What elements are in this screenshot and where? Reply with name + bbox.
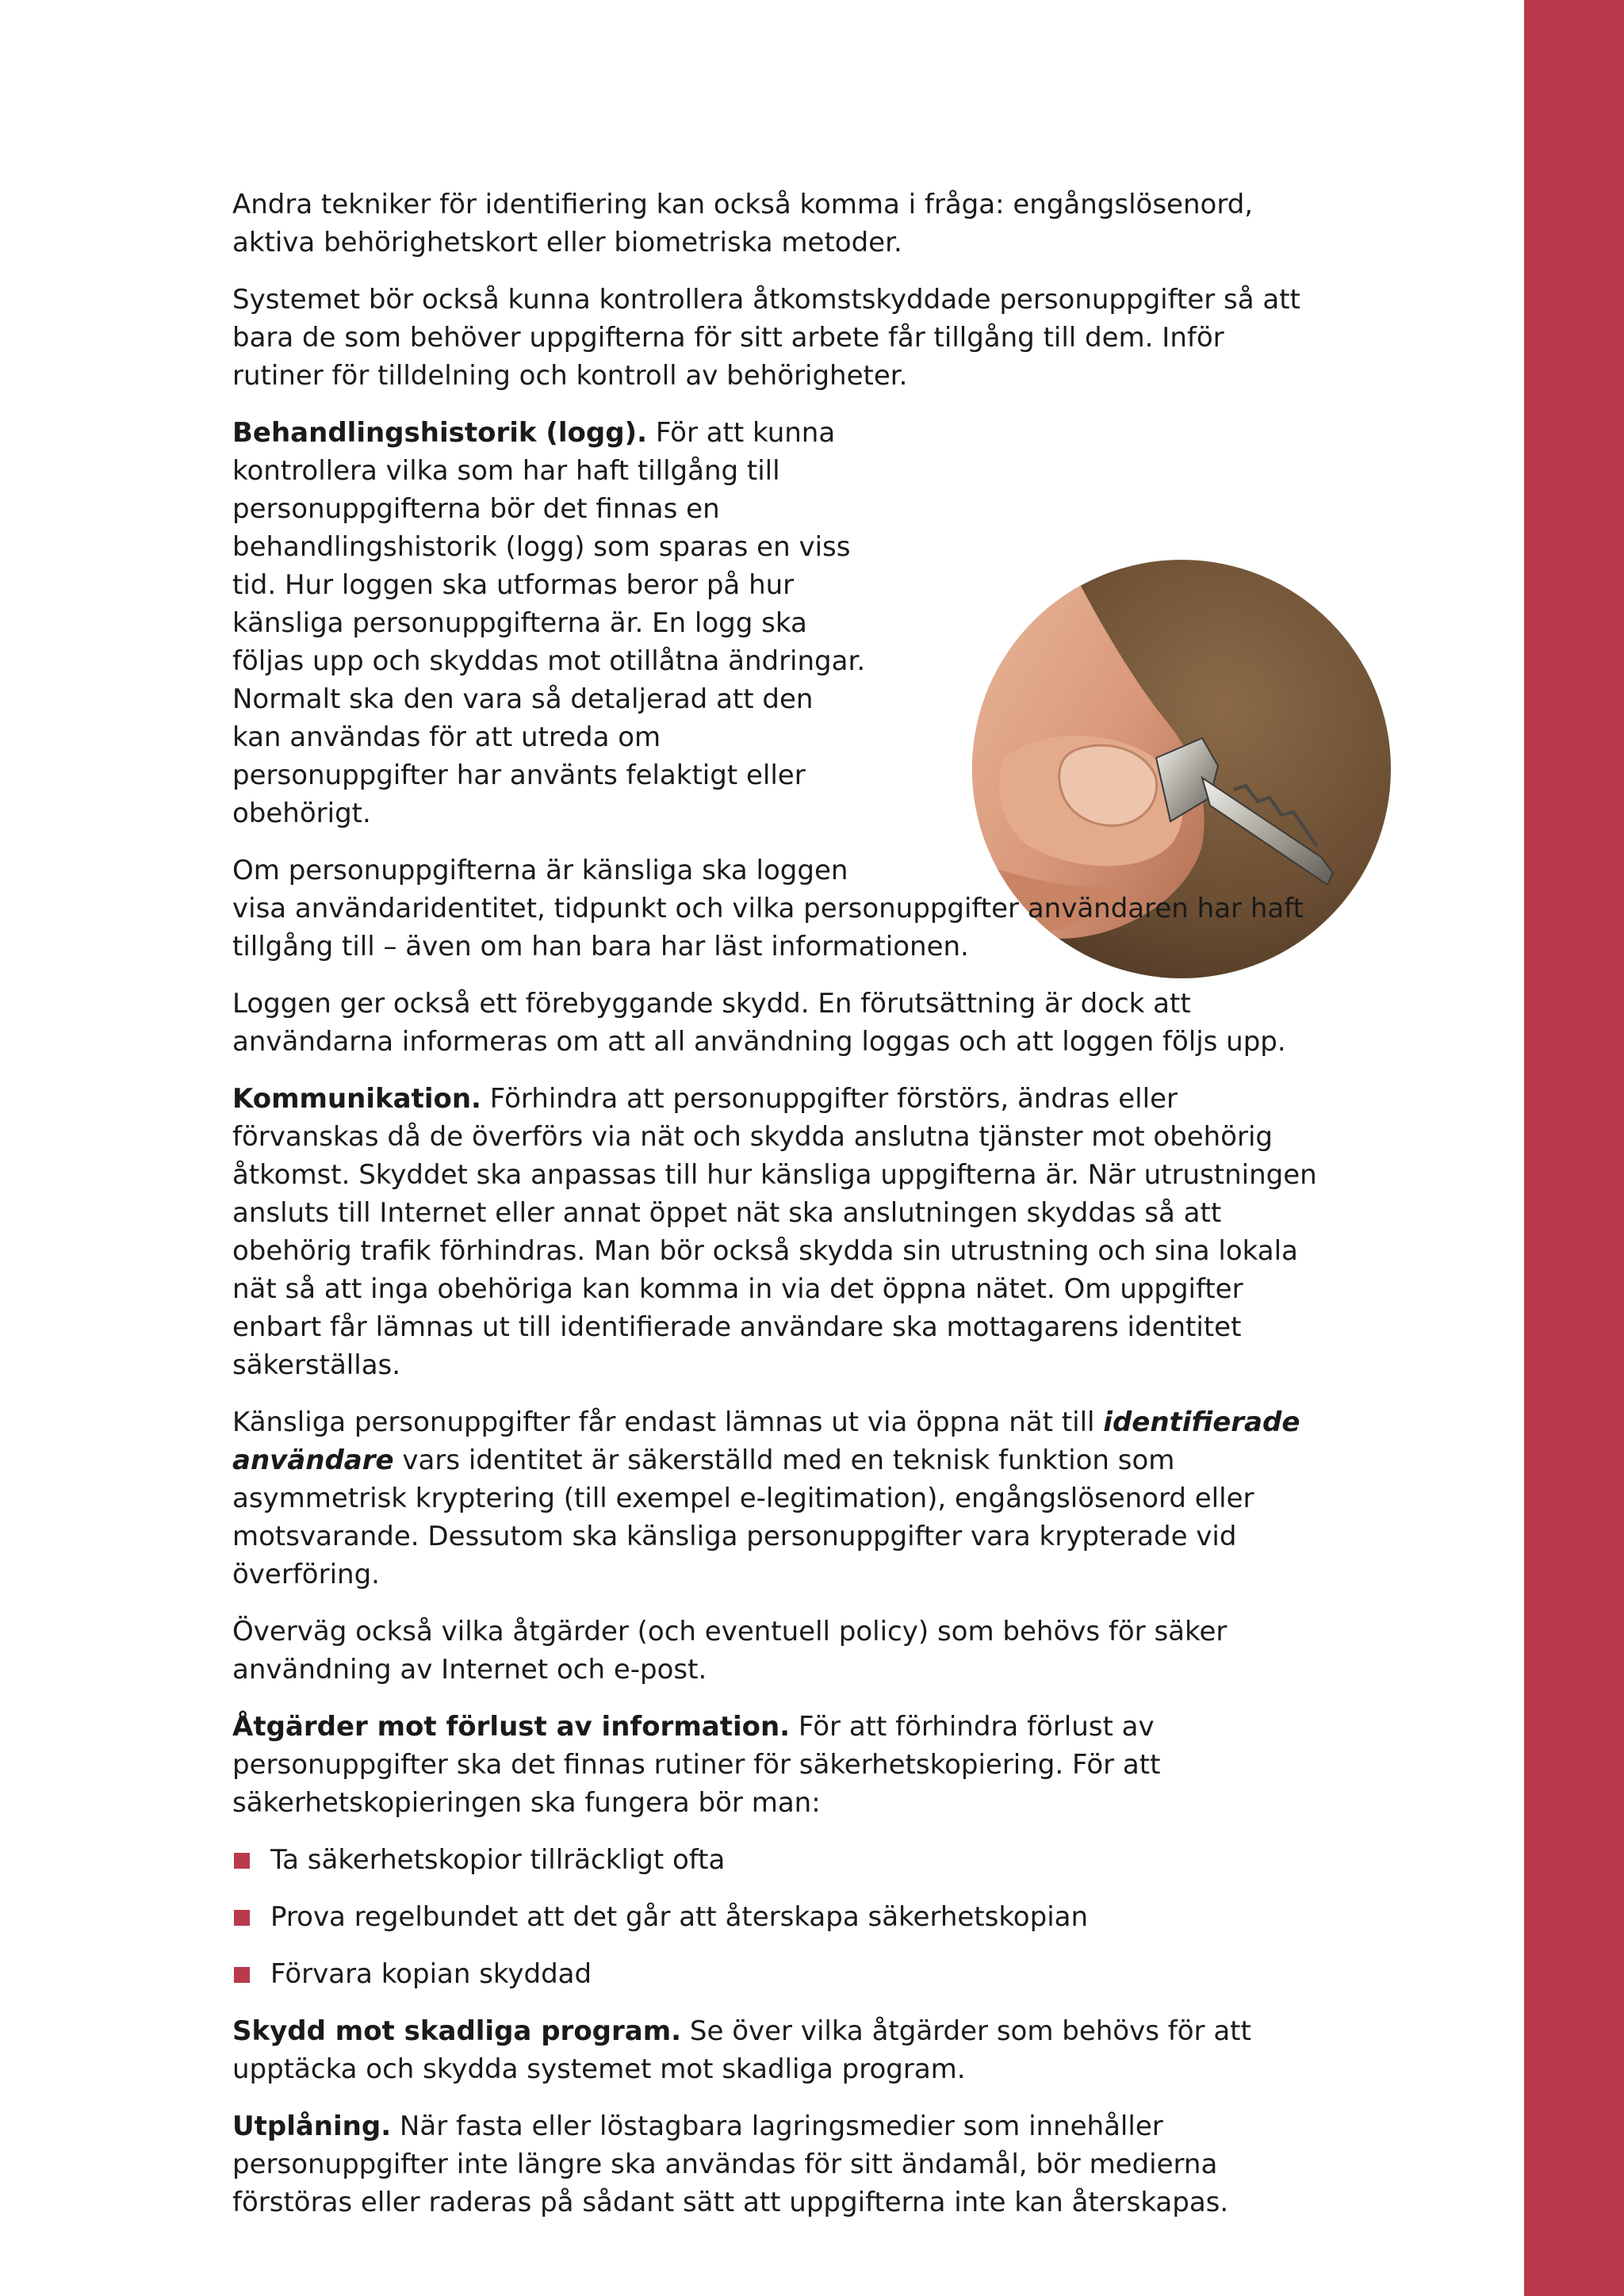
text-kommunikation: Förhindra att personuppgifter förstörs, ändras eller förvanskas då de överförs via nät och skydda anslutna tjänster mot obehörig åtkomst. Skyddet ska anpassas till hur känsliga uppgifterna är. När utrustningen ansluts till Internet eller annat öppet nät ska anslutningen skyddas så att obehörig trafik förhindras. Man bör också skydda sin utrustning och sina lokala nät så att inga obehöriga kan komma in via det öppna nätet. Om uppgifter enbart får lämnas ut till identifierade användare ska mottagarens identitet säkerställas. (232, 1083, 1317, 1381)
text-skadliga-program: Se över vilka åtgärder som behövs för att upptäcka och skydda systemet mot skadliga program. (232, 2015, 1251, 2085)
heading-kommunikation: Kommunikation. (232, 1083, 481, 1115)
heading-forlust: Åtgärder mot förlust av information. (232, 1711, 791, 1743)
list-item-text: Ta säkerhetskopior tillräckligt ofta (270, 1844, 726, 1876)
paragraph-forlust (232, 1708, 1319, 1822)
text-kansliga-start: Känsliga personuppgifter får endast lämnas ut via öppna nät till (232, 1406, 1104, 1438)
document-body (232, 186, 1319, 2241)
image-wrap-spacer (867, 433, 1319, 861)
paragraph-identifiering: Andra tekniker för identifiering kan också komma i fråga: engångslösenord, aktiva behörighetskort eller biometriska metoder. (232, 189, 1254, 258)
text-kansliga-end: vars identitet är säkerställd med en teknisk funktion som asymmetrisk kryptering (till exempel e-legitimation), engångslösenord eller motsvarande. Dessutom ska känsliga personuppgifter vara krypterade vid överföring. (232, 1445, 1254, 1590)
heading-skadliga-program: Skydd mot skadliga program. (232, 2015, 682, 2047)
text-forlust: För att förhindra förlust av personuppgifter ska det finnas rutiner för säkerhetskopiering. För att säkerhetskopieringen ska fungera bör man: (232, 1711, 1161, 1819)
paragraph-logg-forebyggande: Loggen ger också ett förebyggande skydd. En förutsättning är dock att användarna informeras om att all användning loggas och att loggen följs upp. (232, 988, 1286, 1058)
paragraph-logg-kansliga: Om personuppgifterna är känsliga ska loggen visa användaridentitet, tidpunkt och vilka personuppgifter användaren har haft tillgång till – även om han bara har läst informationen. (232, 855, 1304, 962)
backup-bullet-list (232, 1841, 1319, 1993)
list-item (232, 1898, 1319, 1936)
list-item (232, 1841, 1319, 1879)
list-item-text: Prova regelbundet att det går att återskapa säkerhetskopian (270, 1901, 1089, 1933)
list-item (232, 1955, 1319, 1993)
emphasis-identifierade-anvandare: identifierade användare (232, 1406, 1300, 1476)
paragraph-kansliga-uppgifter (232, 1403, 1319, 1594)
text-logg: För att kunna kontrollera vilka som har haft tillgång till personuppgifterna bör det finnas en behandlingshistorik (logg) som sparas en viss tid. Hur loggen ska utformas beror på hur känsliga personuppgifterna är. En logg ska följas upp och skyddas mot otillåtna ändringar. Normalt ska den vara så detaljerad att den kan användas för att utreda om personuppgifter har använts felaktigt eller obehörigt. (232, 417, 866, 829)
heading-logg: Behandlingshistorik (logg). (232, 417, 648, 449)
paragraph-logg (232, 414, 1319, 832)
paragraph-utplaning (232, 2107, 1319, 2221)
list-item-text: Förvara kopian skyddad (270, 1958, 592, 1990)
paragraph-skadliga-program (232, 2012, 1319, 2088)
square-bullet-icon (234, 1967, 250, 1983)
paragraph-kommunikation (232, 1080, 1319, 1384)
side-accent-bar (1524, 0, 1624, 2296)
text-utplaning: När fasta eller löstagbara lagringsmedier som innehåller personuppgifter inte längre ska användas för sitt ändamål, bör medierna förstöras eller raderas på sådant sätt att uppgifterna inte kan återskapas. (232, 2110, 1229, 2218)
heading-utplaning: Utplåning. (232, 2110, 392, 2142)
square-bullet-icon (234, 1910, 250, 1926)
paragraph-internet-epost: Överväg också vilka åtgärder (och eventuell policy) som behövs för säker användning av Internet och e-post. (232, 1616, 1228, 1686)
paragraph-behorigheter: Systemet bör också kunna kontrollera åtkomstskyddade personuppgifter så att bara de som behöver uppgifterna för sitt arbete får tillgång till dem. Inför rutiner för tilldelning och kontroll av behörigheter. (232, 284, 1300, 392)
square-bullet-icon (234, 1853, 250, 1869)
